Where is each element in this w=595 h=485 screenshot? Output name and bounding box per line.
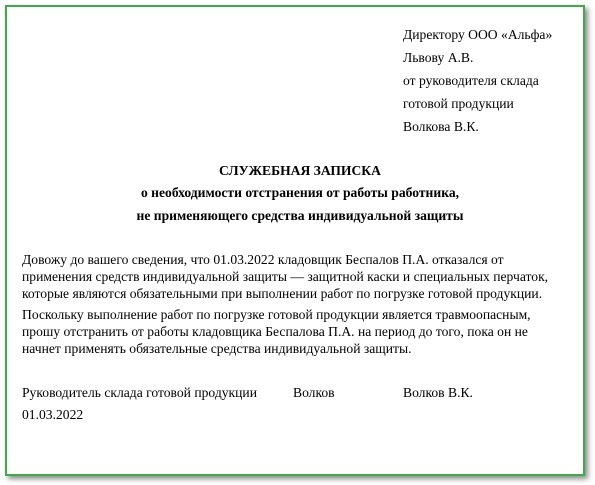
signature-name: Волков В.К.	[403, 385, 473, 400]
addressee-line: Директору ООО «Альфа»	[403, 27, 553, 42]
paragraph-line: начнет применять обязательные средства индивидуальной защиты.	[22, 341, 412, 356]
paragraph-line: Довожу до вашего сведения, что 01.03.2022 кладовщик Беспалов П.А. отказался от	[22, 252, 504, 267]
addressee-line: Львову А.В.	[403, 50, 474, 65]
addressee-line: от руководителя склада	[403, 73, 539, 88]
memo-subtitle-line: не применяющего средства индивидуальной защиты	[136, 208, 464, 223]
memo-title: СЛУЖЕБНАЯ ЗАПИСКА	[219, 163, 381, 178]
signature-sign: Волков	[293, 385, 335, 400]
memo-subtitle-line: о необходимости отстранения от работы работника,	[140, 185, 460, 200]
paragraph-line: которые являются обязательными при выполнении работ по погрузке готовой продукции.	[22, 286, 543, 301]
signature-position: Руководитель склада готовой продукции	[22, 385, 257, 400]
paragraph-line: применения средств индивидуальной защиты — защитной каски и специальных перчаток,	[22, 269, 549, 284]
addressee-line: Волкова В.К.	[403, 119, 479, 134]
memo-date: 01.03.2022	[22, 407, 84, 422]
addressee-line: готовой продукции	[403, 96, 514, 111]
paragraph-line: Поскольку выполнение работ по погрузке готовой продукции является травмоопасным,	[22, 307, 531, 322]
paragraph-line: прошу отстранить от работы кладовщика Беспалова П.А. на период до того, пока он не	[22, 324, 528, 339]
